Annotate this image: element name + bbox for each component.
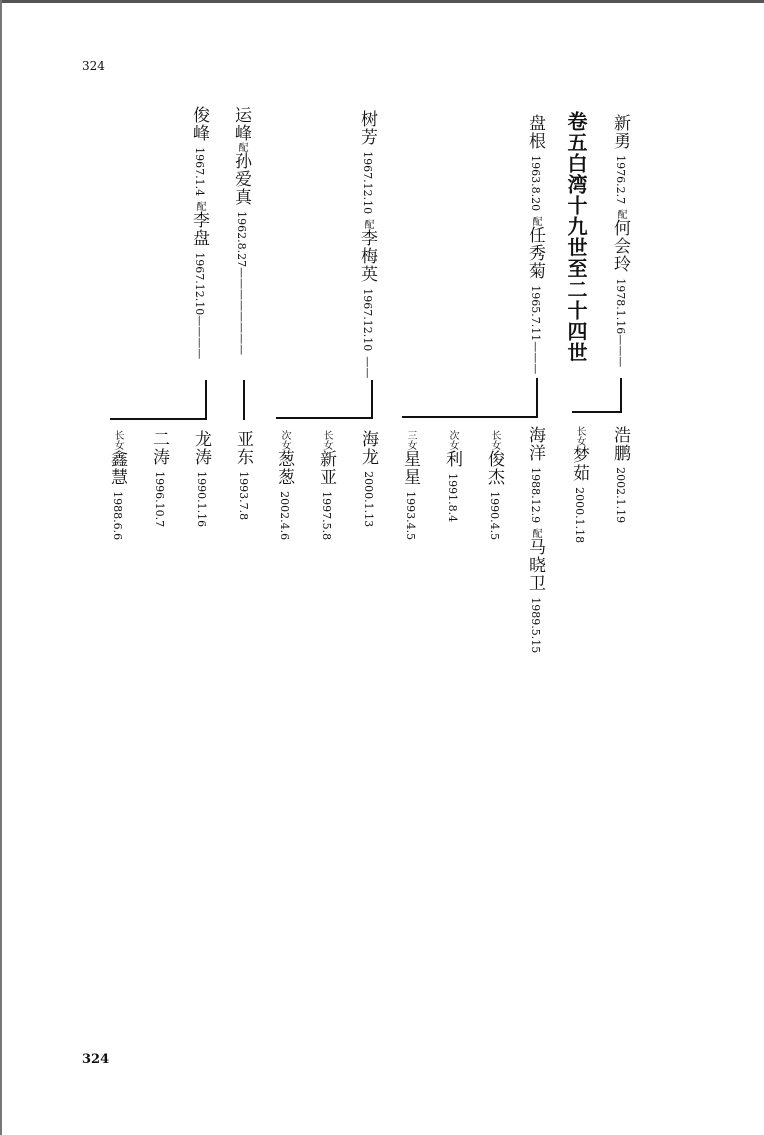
parent-shufang bbox=[358, 110, 375, 378]
spouse-name: 李梅英 bbox=[357, 229, 377, 284]
child-xinya bbox=[317, 430, 334, 540]
connector-bracket bbox=[402, 416, 538, 418]
spouse-marker: 配 bbox=[194, 201, 205, 212]
person-name: 葱葱 bbox=[274, 450, 294, 486]
child-junjie bbox=[485, 430, 502, 540]
left-border bbox=[0, 0, 2, 1135]
spouse-birth-date: 1978.1.16 bbox=[614, 278, 627, 335]
chapter-heading: 卷五白湾十九世至二十四世 bbox=[564, 111, 588, 363]
spouse-birth-date: 1965.7.11 bbox=[529, 285, 542, 342]
rank-label: 次女 bbox=[279, 430, 290, 450]
spouse-marker: 配 bbox=[615, 209, 626, 220]
rank-label: 次女 bbox=[447, 430, 458, 450]
page-number-top: 324 bbox=[82, 59, 105, 73]
connector-vertical bbox=[620, 378, 622, 412]
birth-date: 1996.10.7 bbox=[153, 471, 166, 528]
connector-vertical bbox=[243, 380, 245, 420]
birth-date: 1988.6.6 bbox=[111, 491, 124, 541]
person-name: 运峰 bbox=[231, 106, 251, 142]
birth-date: 2000.1.18 bbox=[573, 487, 586, 544]
spouse-name: 任秀菊 bbox=[525, 226, 545, 281]
rank-label: 长女 bbox=[321, 430, 332, 450]
lineage-dash: —— bbox=[361, 356, 374, 379]
person-name: 海洋 bbox=[525, 426, 545, 462]
spouse-marker: 配 bbox=[530, 216, 541, 227]
birth-date: 2002.4.6 bbox=[278, 491, 291, 541]
person-name: 俊峰 bbox=[189, 106, 209, 142]
birth-date: 1990.1.16 bbox=[195, 471, 208, 528]
birth-date: 2000.1.13 bbox=[362, 471, 375, 528]
birth-date: 1993.4.5 bbox=[404, 491, 417, 541]
child-xinhui bbox=[108, 430, 125, 540]
connector-vertical bbox=[536, 378, 538, 418]
rank-label: 长女 bbox=[574, 426, 585, 446]
birth-date: 1997.5.8 bbox=[320, 491, 333, 541]
spouse-name: 孙爱真 bbox=[231, 152, 251, 206]
person-name: 海龙 bbox=[358, 430, 378, 466]
person-name: 二涛 bbox=[149, 430, 169, 466]
person-name: 龙涛 bbox=[191, 430, 211, 466]
lineage-dash: ——— bbox=[529, 341, 542, 375]
birth-date: 1990.4.5 bbox=[488, 491, 501, 541]
birth-date: 1991.8.4 bbox=[446, 473, 459, 523]
child-li bbox=[443, 430, 460, 522]
spouse-birth-date: 1962.8.27 bbox=[235, 211, 248, 268]
connector-bracket bbox=[110, 418, 207, 420]
child-hailong bbox=[359, 430, 376, 527]
birth-date: 1967.12.10 bbox=[361, 151, 374, 215]
spouse-name: 李盘 bbox=[189, 211, 209, 248]
spouse-name: 马晓卫 bbox=[525, 538, 545, 593]
spouse-birth-date: 1967.12.10 bbox=[361, 288, 374, 352]
connector-bracket bbox=[276, 417, 373, 419]
connector-vertical bbox=[205, 380, 207, 420]
person-name: 树芳 bbox=[357, 110, 377, 146]
page-number-bottom: 324 bbox=[82, 1052, 110, 1067]
child-mengru bbox=[570, 426, 587, 543]
child-haopeng bbox=[611, 426, 628, 523]
spouse-marker: 配 bbox=[236, 142, 247, 152]
child-longtao bbox=[192, 430, 209, 527]
parent-junfeng bbox=[190, 106, 207, 359]
birth-date: 1976.2.7 bbox=[614, 155, 627, 205]
person-name: 俊杰 bbox=[484, 450, 504, 486]
person-name: 梦茹 bbox=[569, 446, 589, 482]
person-name: 亚东 bbox=[233, 430, 253, 466]
connector-bracket bbox=[572, 411, 622, 413]
spouse-birth-date: 1989.5.15 bbox=[529, 597, 542, 654]
child-congcong bbox=[275, 430, 292, 540]
connector-vertical bbox=[371, 380, 373, 418]
person-name: 浩鹏 bbox=[610, 426, 630, 462]
spouse-marker: 配 bbox=[530, 528, 541, 539]
top-border bbox=[0, 0, 764, 3]
birth-date: 1963.8.20 bbox=[529, 155, 542, 212]
parent-pangen bbox=[526, 114, 543, 374]
spouse-marker: 配 bbox=[362, 219, 373, 230]
lineage-dash: ——— bbox=[614, 334, 627, 368]
spouse-birth-date: 1967.12.10 bbox=[193, 252, 206, 316]
person-name: 新亚 bbox=[316, 450, 336, 486]
birth-date: 1967.1.4 bbox=[193, 147, 206, 197]
parent-yunfeng bbox=[232, 106, 249, 355]
person-name: 盘根 bbox=[525, 114, 545, 150]
person-name: 星星 bbox=[400, 450, 420, 486]
birth-date: 1988.12.9 bbox=[529, 467, 542, 524]
child-yadong bbox=[234, 430, 251, 520]
spouse-name: 何会玲 bbox=[610, 219, 630, 274]
birth-date: 1993.7.8 bbox=[237, 471, 250, 521]
child-ertao bbox=[150, 430, 167, 527]
rank-label: 长女 bbox=[489, 430, 500, 450]
person-name: 新勇 bbox=[610, 114, 630, 150]
lineage-dash: ———————— bbox=[235, 267, 248, 356]
lineage-dash: ———— bbox=[193, 315, 206, 360]
rank-label: 三女 bbox=[405, 430, 416, 450]
person-name: 鑫慧 bbox=[107, 450, 127, 486]
rank-label: 长女 bbox=[112, 430, 123, 450]
birth-date: 2002.1.19 bbox=[614, 467, 627, 524]
child-xingxing bbox=[401, 430, 418, 540]
parent-xinyong bbox=[611, 114, 628, 367]
child-haiyang bbox=[526, 426, 543, 653]
person-name: 利 bbox=[442, 450, 462, 468]
